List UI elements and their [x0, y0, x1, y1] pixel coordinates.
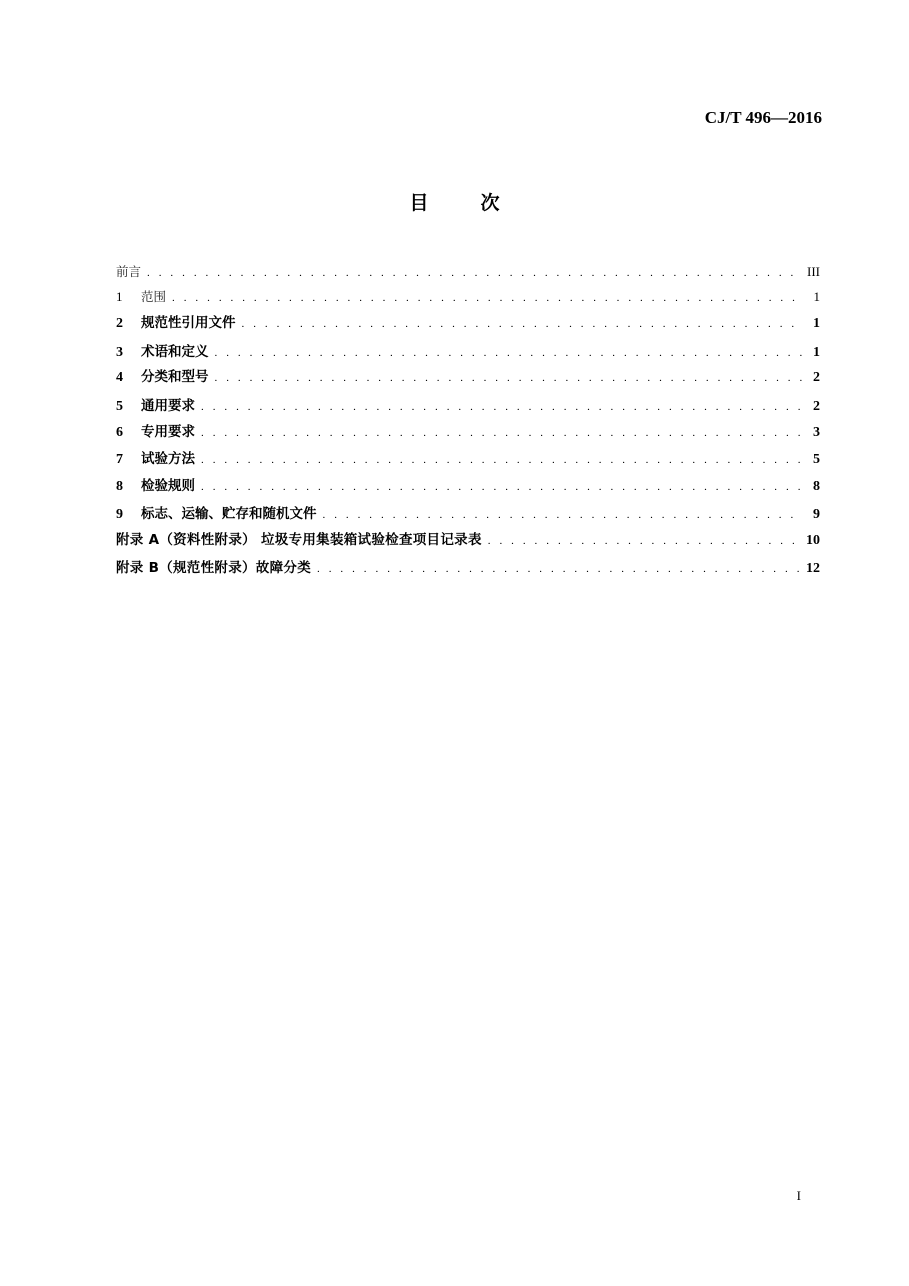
toc-entry-label: 试验方法	[141, 451, 195, 467]
toc-entry-appendix-b[interactable]	[116, 557, 820, 579]
toc-entry-label: 附录 A（资料性附录） 垃圾专用集装箱试验检查项目记录表	[116, 532, 482, 548]
toc-entry-classification[interactable]	[116, 366, 820, 388]
toc-entry-number: 9	[116, 507, 123, 522]
toc-entry-inspection-rules[interactable]	[116, 475, 820, 497]
toc-leader-dots	[242, 313, 803, 335]
toc-entry-page: 5	[813, 452, 820, 467]
toc-entry-label: 专用要求	[141, 424, 195, 440]
toc-entry-page: 1	[813, 345, 820, 360]
toc-leader-dots	[215, 342, 803, 364]
toc-entry-number: 1	[116, 289, 123, 304]
toc-leader-dots	[323, 504, 803, 526]
toc-entry-label: 附录 B（规范性附录）故障分类	[116, 560, 311, 576]
toc-entry-label: 术语和定义	[141, 344, 209, 360]
toc-entry-number: 6	[116, 425, 123, 440]
toc-entry-marking-transport[interactable]	[116, 503, 820, 525]
toc-leader-dots	[201, 476, 802, 498]
toc-entry-label: 通用要求	[141, 398, 195, 414]
toc-title-char-2: 次	[480, 192, 500, 214]
toc-entry-page: 8	[813, 479, 820, 494]
toc-leader-dots	[201, 449, 802, 471]
toc-entry-page: 3	[813, 425, 820, 440]
toc-leader-dots	[201, 396, 802, 418]
toc-entry-label: 前言	[116, 264, 142, 279]
toc-leader-dots	[201, 422, 802, 444]
toc-entry-terms-definitions[interactable]	[116, 341, 820, 363]
toc-entry-label: 标志、运输、贮存和随机文件	[141, 506, 317, 522]
toc-entry-page: 12	[806, 561, 820, 576]
toc-entry-test-methods[interactable]	[116, 448, 820, 470]
toc-entry-appendix-a[interactable]	[116, 529, 820, 551]
toc-title	[0, 188, 909, 215]
toc-entry-page: 2	[813, 370, 820, 385]
toc-entry-number: 8	[116, 479, 123, 494]
toc-leader-dots	[215, 367, 803, 389]
page-number: I	[796, 1188, 801, 1203]
toc-entry-number: 2	[116, 316, 123, 331]
toc-entry-label: 检验规则	[141, 478, 195, 494]
toc-entry-page: 9	[813, 507, 820, 522]
toc-entry-label: 范围	[141, 289, 167, 304]
toc-entry-number: 4	[116, 370, 123, 385]
toc-entry-label: 规范性引用文件	[141, 315, 236, 331]
toc-entry-number: 3	[116, 345, 123, 360]
toc-entry-page: 1	[813, 289, 820, 304]
document-code: CJ/T 496—2016	[704, 108, 822, 127]
toc-entry-page: III	[807, 264, 820, 279]
toc-entry-scope[interactable]	[116, 286, 820, 308]
toc-entry-number: 7	[116, 452, 123, 467]
toc-entry-label: 分类和型号	[141, 369, 209, 385]
toc-entry-page: 1	[813, 316, 820, 331]
toc-entry-normative-references[interactable]	[116, 312, 820, 334]
toc-leader-dots	[147, 262, 802, 284]
toc-entry-general-requirements[interactable]	[116, 395, 820, 417]
toc-leader-dots	[488, 530, 802, 552]
toc-entry-page: 10	[806, 533, 820, 548]
toc-entry-page: 2	[813, 399, 820, 414]
toc-entry-foreword[interactable]	[116, 261, 820, 283]
toc-entry-number: 5	[116, 399, 123, 414]
toc-leader-dots	[172, 287, 802, 309]
toc-leader-dots	[317, 558, 802, 580]
toc-entry-special-requirements[interactable]	[116, 421, 820, 443]
toc-title-char-1: 目	[409, 192, 429, 214]
